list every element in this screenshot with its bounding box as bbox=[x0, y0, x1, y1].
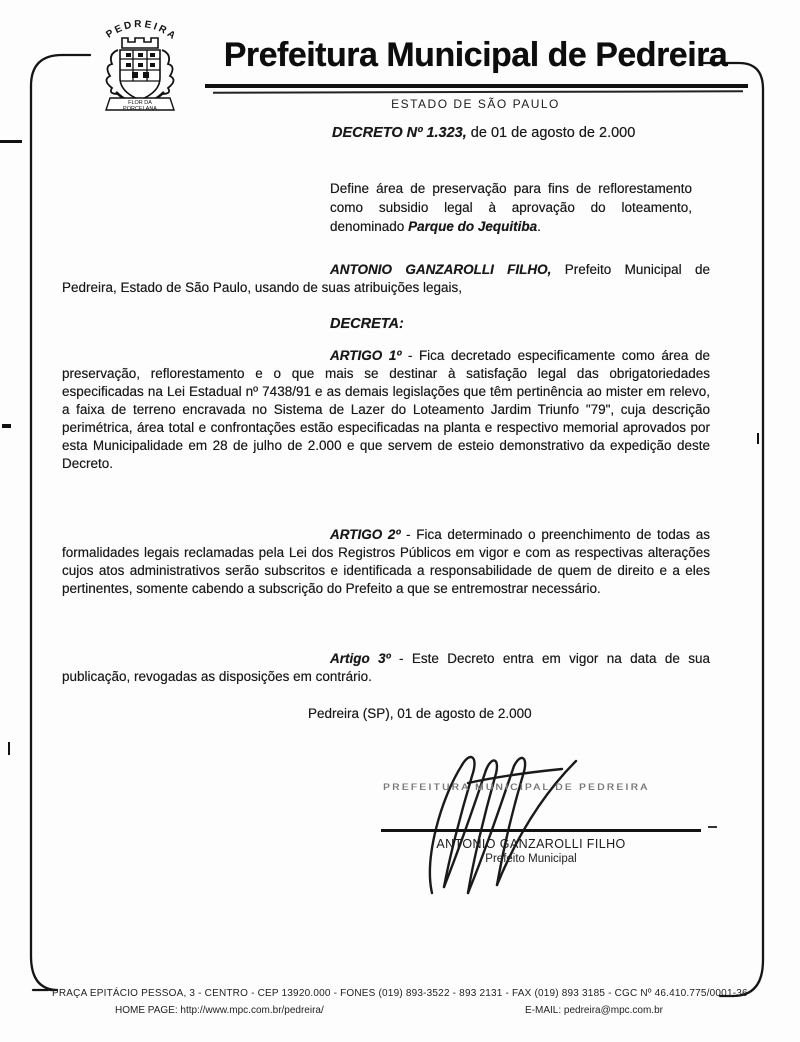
decree-heading bbox=[332, 124, 635, 142]
decreta-label: DECRETA: bbox=[330, 316, 404, 332]
municipal-coat-of-arms bbox=[82, 10, 198, 118]
faded-stamp-text: PREFEITURA MUNICIPAL DE PEDREIRA bbox=[383, 782, 650, 793]
title-rule-thin bbox=[213, 90, 743, 93]
border-left bbox=[31, 55, 90, 990]
scan-artifact bbox=[757, 433, 759, 444]
decree-date: de 01 de agosto de 2.000 bbox=[466, 125, 636, 141]
crest-banner-line2: PORCELANA bbox=[123, 106, 157, 112]
article-1: ARTIGO 1º - Fica decretado especificamente como área de preservação, reflorestamento e o que mais se destinar à satisfação legal das obrigatoriedades especificadas na Lei Estadual nº 7438/91 e as demais legislações que têm pertinência ao mister em relevo, a faixa de terreno encravada no Sistema de Lazer do Loteamento Jardim Triunfo "79", cuja descrição perimétrica, área total e confrontações estão especificadas na planta e respectivo memorial aprovados por esta Municipalidade em 28 de julho de 2.000 e que servem de esteio demonstrativo da expedição deste Decreto. bbox=[62, 348, 710, 471]
signature-line-dash bbox=[708, 826, 717, 828]
footer-homepage: HOME PAGE: http://www.mpc.com.br/pedreira/ bbox=[115, 1005, 324, 1016]
scan-artifact bbox=[0, 140, 22, 143]
state-subtitle: ESTADO DE SÃO PAULO bbox=[391, 97, 560, 111]
crest-banner-line1: FLOR DA bbox=[128, 100, 152, 106]
scan-artifact bbox=[8, 742, 10, 755]
mayor-name-inline: ANTONIO GANZAROLLI FILHO, bbox=[330, 262, 552, 277]
signer-name: ANTONIO GANZAROLLI FILHO bbox=[436, 837, 626, 851]
footer-address-line: PRAÇA EPITÁCIO PESSOA, 3 - CENTRO - CEP 13920.000 - FONES (019) 893-3522 - 893 2131 - FAX (019) 893 3185 - CGC Nº 46.410.775/0001-36 bbox=[52, 988, 748, 999]
signature-line bbox=[381, 829, 701, 832]
title-rule-thick bbox=[205, 84, 748, 88]
scan-artifact bbox=[2, 424, 11, 428]
footer-email: E-MAIL: pedreira@mpc.com.br bbox=[525, 1005, 663, 1016]
summary-text: Define área de preservação para fins de reflorestamento como subsidio legal à aprovação do loteamento, denominado bbox=[330, 181, 692, 234]
article-2-label: ARTIGO 2º bbox=[330, 527, 401, 542]
signer-role: Prefeito Municipal bbox=[485, 853, 577, 865]
article-3: Artigo 3º - Este Decreto entra em vigor na data de sua publicação, revogadas as disposições em contrário. bbox=[62, 651, 710, 684]
subdivision-name: Parque do Jequitiba bbox=[408, 219, 538, 234]
decree-number: DECRETO Nº 1.323, bbox=[332, 125, 467, 141]
article-2: ARTIGO 2º - Fica determinado o preenchimento de todas as formalidades legais reclamadas pela Lei dos Registros Públicos em vigor e com as respectivas alterações cujos atos administrativos serão subscritos e identificada a responsabilidade de quem de direito e a eles pertinentes, somente cabendo a subscrição do Prefeito a que se entremostrar necessário. bbox=[62, 527, 710, 596]
place-date-line: Pedreira (SP), 01 de agosto de 2.000 bbox=[308, 706, 532, 721]
signature-scrawl bbox=[430, 757, 576, 893]
page-title: Prefeitura Municipal de Pedreira bbox=[223, 36, 728, 74]
crest-arc-text: PEDREIRA bbox=[104, 18, 180, 44]
decree-summary: Define área de preservação para fins de reflorestamento como subsidio legal à aprovação do loteamento, denominado Parque do Jequitiba. bbox=[330, 181, 692, 234]
article-1-label: ARTIGO 1º bbox=[330, 348, 402, 363]
preamble-paragraph: ANTONIO GANZAROLLI FILHO, Prefeito Municipal de Pedreira, Estado de São Paulo, usando de suas atribuições legais, bbox=[62, 262, 710, 295]
article-3-label: Artigo 3º bbox=[330, 651, 391, 666]
